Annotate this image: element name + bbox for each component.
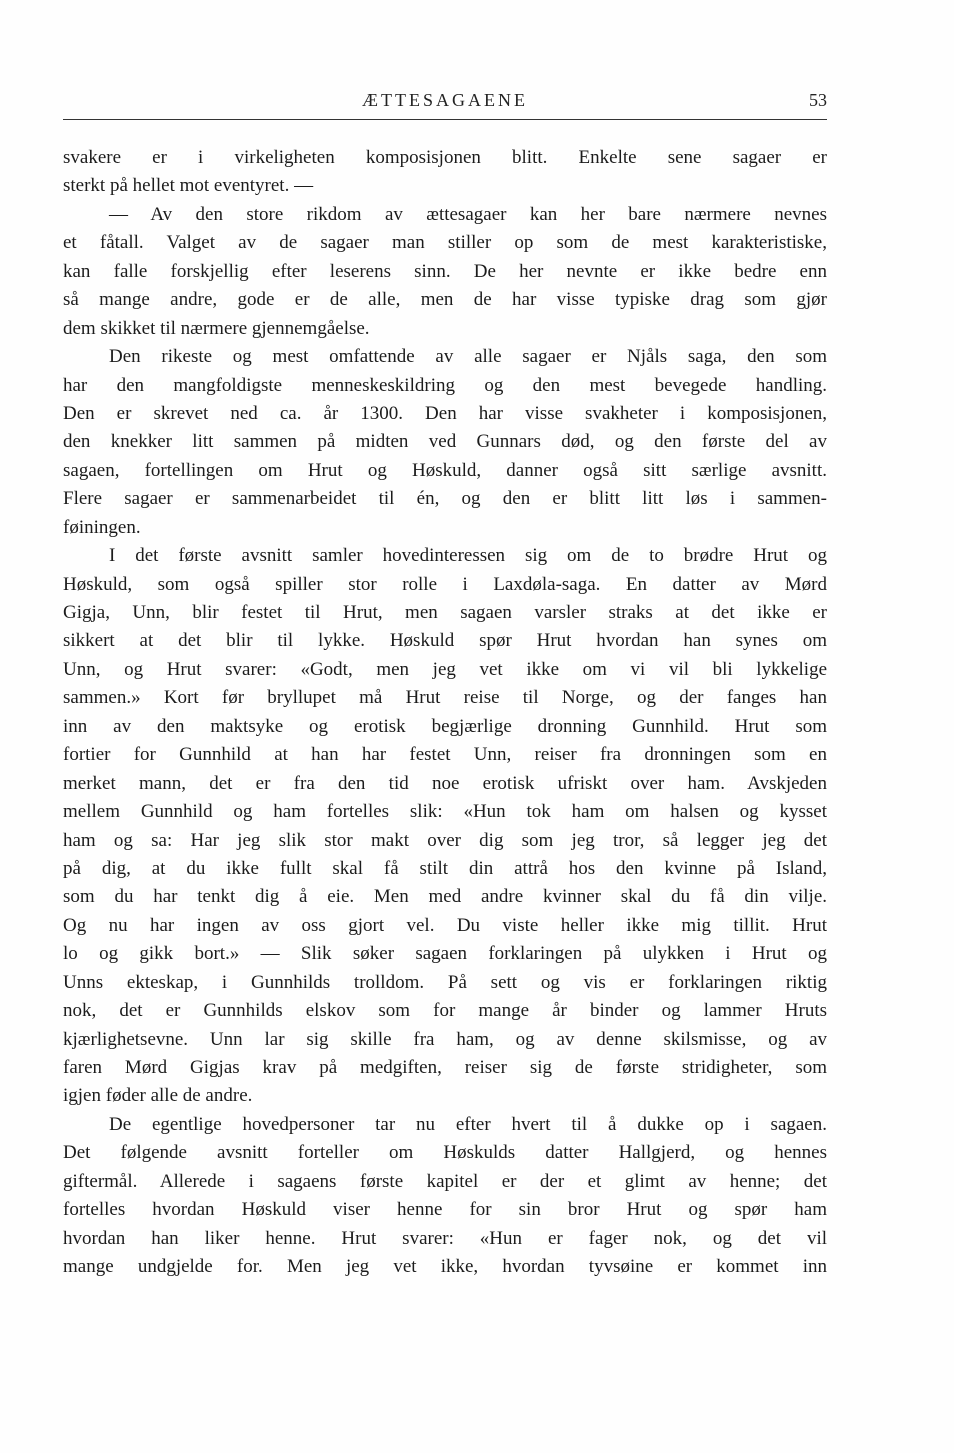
running-head (63, 86, 827, 120)
text-line: den knekker litt sammen på midten ved Gunnars død, og den første del av (63, 431, 827, 453)
text-line: som du har tenkt dig å eie. Men med andre kvinner skal du få din vilje. (63, 886, 827, 908)
running-title: ÆTTESAGAENE (362, 90, 528, 110)
text-line: inn av den maktsyke og erotisk begjærlige dronning Gunnhild. Hrut som (63, 715, 827, 737)
text-line: De egentlige hovedpersoner tar nu efter hvert til å dukke op i sagaen. (109, 1113, 827, 1135)
text-line: Gigja, Unn, blir festet til Hrut, men sagaen varsler straks at det ikke er (63, 602, 827, 623)
text-line: har den mangfoldigste menneskeskildring og den mest bevegede handling. (63, 374, 827, 396)
text-line: Høskuld, som også spiller stor rolle i Laxdøla-saga. En datter av Mørd (63, 573, 827, 595)
text-line: faren Mørd Gigjas krav på medgiften, reiser sig de første stridigheter, som (63, 1057, 827, 1078)
text-line: så mange andre, gode er de alle, men de har visse typiske drag som gjør (63, 289, 827, 311)
text-line: sammen.» Kort før bryllupet må Hrut reise til Norge, og der fanges han (63, 687, 827, 709)
text-line: på dig, at du ikke fullt skal få stilt din attrå hos den kvinne på Island, (63, 857, 827, 879)
text-line: et fåtall. Valget av de sagaer man stiller op som de mest karakteristiske, (63, 232, 827, 254)
text-line: mange undgjelde for. Men jeg vet ikke, hvordan tyvsøine er kommet inn (63, 1256, 827, 1278)
body-text (63, 144, 827, 1282)
text-line: fortelles hvordan Høskuld viser henne for sin bror Hrut og spør ham (63, 1199, 827, 1221)
text-line: I det første avsnitt samler hovedinteressen sig om de to brødre Hrut og (109, 545, 827, 567)
text-line: igjen føder alle de andre. (63, 1085, 253, 1107)
text-line: Og nu har ingen av oss gjort vel. Du viste heller ikke mig tillit. Hrut (63, 914, 827, 936)
text-line: Flere sagaer er sammenarbeidet til én, og den er blitt litt løs i sammen- (63, 488, 827, 510)
text-line: Unn, og Hrut svarer: «Godt, men jeg vet ikke om vi vil bli lykkelige (63, 658, 827, 680)
text-line: sterkt på hellet mot eventyret. — (63, 175, 314, 197)
text-line: føiningen. (63, 516, 141, 538)
text-line: lo og gikk bort.» — Slik søker sagaen forklaringen på ulykken i Hrut og (63, 943, 827, 965)
text-line: nok, det er Gunnhilds elskov som for mange år binder og lammer Hruts (63, 1000, 827, 1022)
text-line: mellem Gunnhild og ham fortelles slik: «Hun tok ham om halsen og kysset (63, 801, 827, 823)
text-line: dem skikket til nærmere gjennemgåelse. (63, 317, 370, 339)
text-line: kan falle forskjellig efter leserens sinn. De her nevnte er ikke bedre enn (63, 260, 827, 282)
page-number: 53 (809, 90, 827, 110)
text-line: merket mann, det er fra den tid noe erotisk ufriskt over ham. Avskjeden (63, 772, 827, 794)
text-line: Den er skrevet ned ca. år 1300. Den har visse svakheter i komposisjonen, (63, 402, 827, 424)
text-line: kjærlighetsevne. Unn lar sig skille fra ham, og av denne skilsmisse, og av (63, 1028, 827, 1050)
text-line: — Av den store rikdom av ættesagaer kan her bare nærmere nevnes (109, 203, 827, 225)
text-line: Det følgende avsnitt forteller om Høskulds datter Hallgjerd, og hennes (63, 1142, 827, 1164)
text-line: fortier for Gunnhild at han har festet Unn, reiser fra dronningen som en (63, 744, 827, 766)
text-line: Den rikeste og mest omfattende av alle sagaer er Njåls saga, den som (109, 346, 827, 368)
text-line: giftermål. Allerede i sagaens første kapitel er der et glimt av henne; det (63, 1170, 827, 1192)
text-line: hvordan han liker henne. Hrut svarer: «Hun er fager nok, og det vil (63, 1227, 827, 1249)
text-line: sikkert at det blir til lykke. Høskuld spør Hrut hvordan han synes om (63, 630, 827, 652)
header-rule (63, 119, 827, 120)
text-line: sagaen, fortellingen om Hrut og Høskuld, danner også sitt særlige avsnitt. (63, 459, 827, 481)
text-line: ham og sa: Har jeg slik stor makt over dig som jeg tror, så legger jeg det (63, 829, 827, 851)
text-line: svakere er i virkeligheten komposisjonen blitt. Enkelte sene sagaer er (63, 147, 827, 168)
text-line: Unns ekteskap, i Gunnhilds trolldom. På sett og vis er forklaringen riktig (63, 971, 827, 993)
